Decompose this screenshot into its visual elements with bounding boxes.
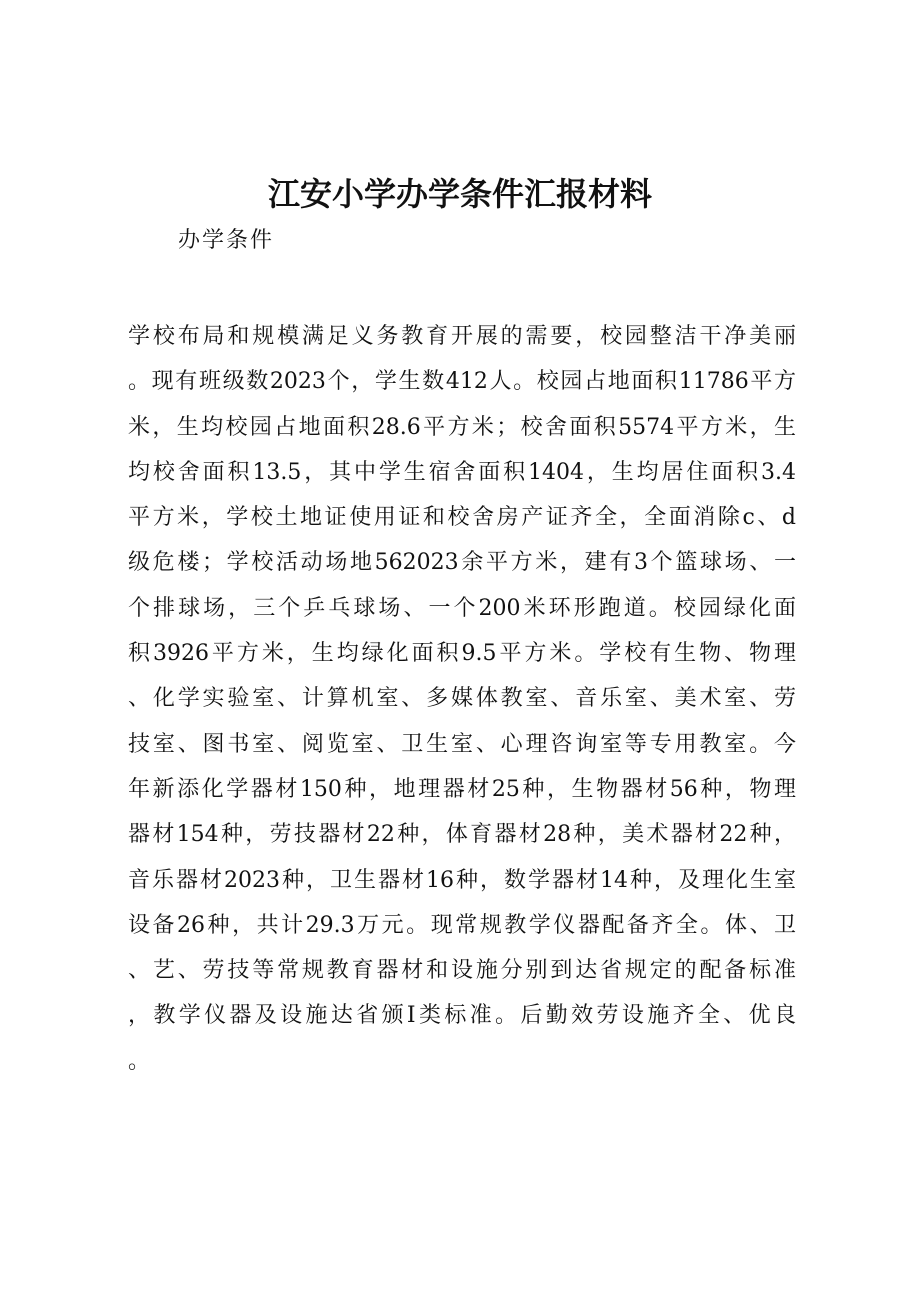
body-line: 个排球场，三个乒乓球场、一个200米环形跑道。校园绿化面 [128, 595, 796, 621]
body-line: 。 [128, 1048, 151, 1074]
body-line: 均校舍面积13.5，其中学生宿舍面积1404，生均居住面积3.4 [128, 459, 796, 485]
body-line: 米，生均校园占地面积28.6平方米；校舍面积5574平方米，生 [128, 414, 796, 440]
body-line: 技室、图书室、阅览室、卫生室、心理咨询室等专用教室。今 [128, 731, 796, 757]
body-line: 积3926平方米，生均绿化面积9.5平方米。学校有生物、物理 [128, 641, 796, 667]
body-paragraph [128, 314, 796, 1084]
body-line: 年新添化学器材150种，地理器材25种，生物器材56种，物理 [128, 776, 796, 802]
body-line: 级危楼；学校活动场地562023余平方米，建有3个篮球场、一 [128, 550, 796, 576]
body-line: 平方米，学校土地证使用证和校舍房产证齐全，全面消除c、d [128, 505, 796, 531]
body-line: 音乐器材2023种，卫生器材16种，数学器材14种，及理化生室 [128, 867, 796, 893]
body-line: ，教学仪器及设施达省颁Ⅰ类标准。后勤效劳设施齐全、优良 [128, 1003, 796, 1029]
body-line: 学校布局和规模满足义务教育开展的需要，校园整洁干净美丽 [128, 324, 796, 349]
section-heading: 办学条件 [178, 228, 275, 253]
body-line: 设备26种，共计29.3万元。现常规教学仪器配备齐全。体、卫 [128, 912, 796, 938]
body-line: 。现有班级数2023个，学生数412人。校园占地面积11786平方 [128, 369, 796, 395]
document-title: 江安小学办学条件汇报材料 [267, 175, 652, 213]
body-line: 、艺、劳技等常规教育器材和设施分别到达省规定的配备标准 [128, 958, 796, 984]
body-line: 、化学实验室、计算机室、多媒体教室、音乐室、美术室、劳 [128, 686, 796, 712]
body-line: 器材154种，劳技器材22种，体育器材28种，美术器材22种， [128, 822, 796, 848]
